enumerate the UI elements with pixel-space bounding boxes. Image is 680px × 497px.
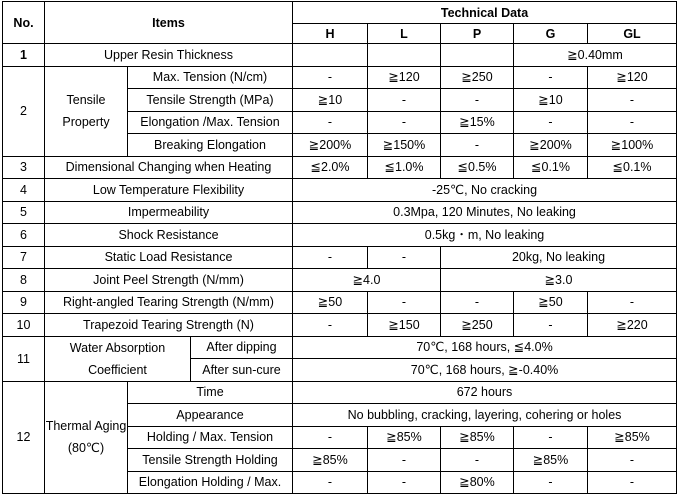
- value-cell: ≧200%: [293, 134, 368, 157]
- table-row: [3, 44, 677, 67]
- item-label: Max. Tension (N/cm): [128, 66, 293, 89]
- item-label: After sun-cure: [191, 359, 293, 382]
- row-number: 10: [3, 314, 45, 337]
- header-row: [3, 2, 677, 24]
- row-number: 1: [3, 44, 45, 67]
- value-cell: -: [293, 471, 368, 494]
- value-cell: ≧150%: [368, 134, 441, 157]
- item-label: Right-angled Tearing Strength (N/mm): [45, 291, 293, 314]
- group-label: Tensile Property: [45, 66, 128, 156]
- grade-h: H: [293, 24, 368, 44]
- item-label: Elongation /Max. Tension: [128, 111, 293, 134]
- value-cell: ≧0.40mm: [514, 44, 677, 67]
- value-cell: -: [441, 449, 514, 472]
- table-row: [3, 336, 677, 359]
- value-cell: -: [514, 314, 588, 337]
- value-cell: -: [293, 246, 368, 269]
- value-cell: -: [588, 291, 677, 314]
- value-cell: 70℃, 168 hours, ≧-0.40%: [293, 359, 677, 382]
- value-cell: ≧85%: [368, 426, 441, 449]
- table-row: [3, 314, 677, 337]
- value-cell: ≧10: [293, 89, 368, 112]
- value-cell: -: [588, 111, 677, 134]
- value-cell: ≦0.1%: [514, 156, 588, 179]
- value-cell: -: [368, 111, 441, 134]
- table-row: [3, 179, 677, 202]
- item-label: Low Temperature Flexibility: [45, 179, 293, 202]
- value-cell: -: [368, 471, 441, 494]
- header-technical-data: Technical Data: [293, 2, 677, 24]
- grade-p: P: [441, 24, 514, 44]
- item-label: Tensile Strength Holding: [128, 449, 293, 472]
- table-row: [3, 156, 677, 179]
- value-cell: ≧250: [441, 314, 514, 337]
- row-number: 2: [3, 66, 45, 156]
- value-cell: ≦2.0%: [293, 156, 368, 179]
- value-cell: -: [293, 314, 368, 337]
- row-number: 3: [3, 156, 45, 179]
- value-cell: -: [293, 66, 368, 89]
- value-cell: 20kg, No leaking: [441, 246, 677, 269]
- value-cell: ≧100%: [588, 134, 677, 157]
- value-cell: [368, 44, 441, 67]
- value-cell: [293, 44, 368, 67]
- value-cell: -: [588, 449, 677, 472]
- row-number: 12: [3, 381, 45, 494]
- item-label: Breaking Elongation: [128, 134, 293, 157]
- value-cell: 0.3Mpa, 120 Minutes, No leaking: [293, 201, 677, 224]
- value-cell: -: [441, 134, 514, 157]
- item-label: After dipping: [191, 336, 293, 359]
- value-cell: -: [368, 291, 441, 314]
- item-label: Elongation Holding / Max.: [128, 471, 293, 494]
- value-cell: ≧250: [441, 66, 514, 89]
- row-number: 5: [3, 201, 45, 224]
- table-row: [3, 66, 677, 89]
- value-cell: ≦0.5%: [441, 156, 514, 179]
- item-label: Tensile Strength (MPa): [128, 89, 293, 112]
- grade-gl: GL: [588, 24, 677, 44]
- item-label: Joint Peel Strength (N/mm): [45, 269, 293, 292]
- value-cell: No bubbling, cracking, layering, cohering or holes: [293, 404, 677, 427]
- item-label: Shock Resistance: [45, 224, 293, 247]
- table-row: [3, 201, 677, 224]
- value-cell: 672 hours: [293, 381, 677, 404]
- value-cell: 70℃, 168 hours, ≦4.0%: [293, 336, 677, 359]
- row-number: 11: [3, 336, 45, 381]
- value-cell: ≧120: [588, 66, 677, 89]
- row-number: 6: [3, 224, 45, 247]
- value-cell: [441, 44, 514, 67]
- table-row: [3, 291, 677, 314]
- row-number: 7: [3, 246, 45, 269]
- value-cell: -: [368, 449, 441, 472]
- item-label: Upper Resin Thickness: [45, 44, 293, 67]
- value-cell: ≧15%: [441, 111, 514, 134]
- item-label: Holding / Max. Tension: [128, 426, 293, 449]
- item-label: Appearance: [128, 404, 293, 427]
- value-cell: -: [441, 89, 514, 112]
- value-cell: -: [514, 426, 588, 449]
- value-cell: -: [441, 291, 514, 314]
- value-cell: ≦0.1%: [588, 156, 677, 179]
- value-cell: -: [514, 471, 588, 494]
- item-label: Time: [128, 381, 293, 404]
- item-label: Static Load Resistance: [45, 246, 293, 269]
- value-cell: ≦1.0%: [368, 156, 441, 179]
- row-number: 8: [3, 269, 45, 292]
- value-cell: -25℃, No cracking: [293, 179, 677, 202]
- grade-g: G: [514, 24, 588, 44]
- group-label: Thermal Aging (80℃): [45, 381, 128, 494]
- table-row: [3, 224, 677, 247]
- value-cell: ≧85%: [293, 449, 368, 472]
- grade-l: L: [368, 24, 441, 44]
- value-cell: ≧85%: [441, 426, 514, 449]
- value-cell: ≧150: [368, 314, 441, 337]
- item-label: Impermeability: [45, 201, 293, 224]
- value-cell: ≧200%: [514, 134, 588, 157]
- value-cell: 0.5kg・m, No leaking: [293, 224, 677, 247]
- header-no: No.: [3, 2, 45, 44]
- table-row: [3, 381, 677, 404]
- value-cell: ≧120: [368, 66, 441, 89]
- value-cell: -: [514, 66, 588, 89]
- row-number: 4: [3, 179, 45, 202]
- value-cell: -: [368, 246, 441, 269]
- value-cell: -: [368, 89, 441, 112]
- table-row: [3, 246, 677, 269]
- value-cell: -: [588, 89, 677, 112]
- value-cell: ≧50: [514, 291, 588, 314]
- value-cell: -: [588, 471, 677, 494]
- value-cell: ≧80%: [441, 471, 514, 494]
- value-cell: ≧220: [588, 314, 677, 337]
- value-cell: -: [514, 111, 588, 134]
- item-label: Trapezoid Tearing Strength (N): [45, 314, 293, 337]
- value-cell: ≧85%: [588, 426, 677, 449]
- row-number: 9: [3, 291, 45, 314]
- group-label: Water Absorption Coefficient: [45, 336, 191, 381]
- value-cell: ≧85%: [514, 449, 588, 472]
- item-label: Dimensional Changing when Heating: [45, 156, 293, 179]
- value-cell: ≧50: [293, 291, 368, 314]
- value-cell: -: [293, 111, 368, 134]
- technical-data-table: [2, 1, 677, 494]
- value-cell: ≧4.0: [293, 269, 441, 292]
- value-cell: -: [293, 426, 368, 449]
- header-items: Items: [45, 2, 293, 44]
- value-cell: ≧10: [514, 89, 588, 112]
- value-cell: ≧3.0: [441, 269, 677, 292]
- table-row: [3, 269, 677, 292]
